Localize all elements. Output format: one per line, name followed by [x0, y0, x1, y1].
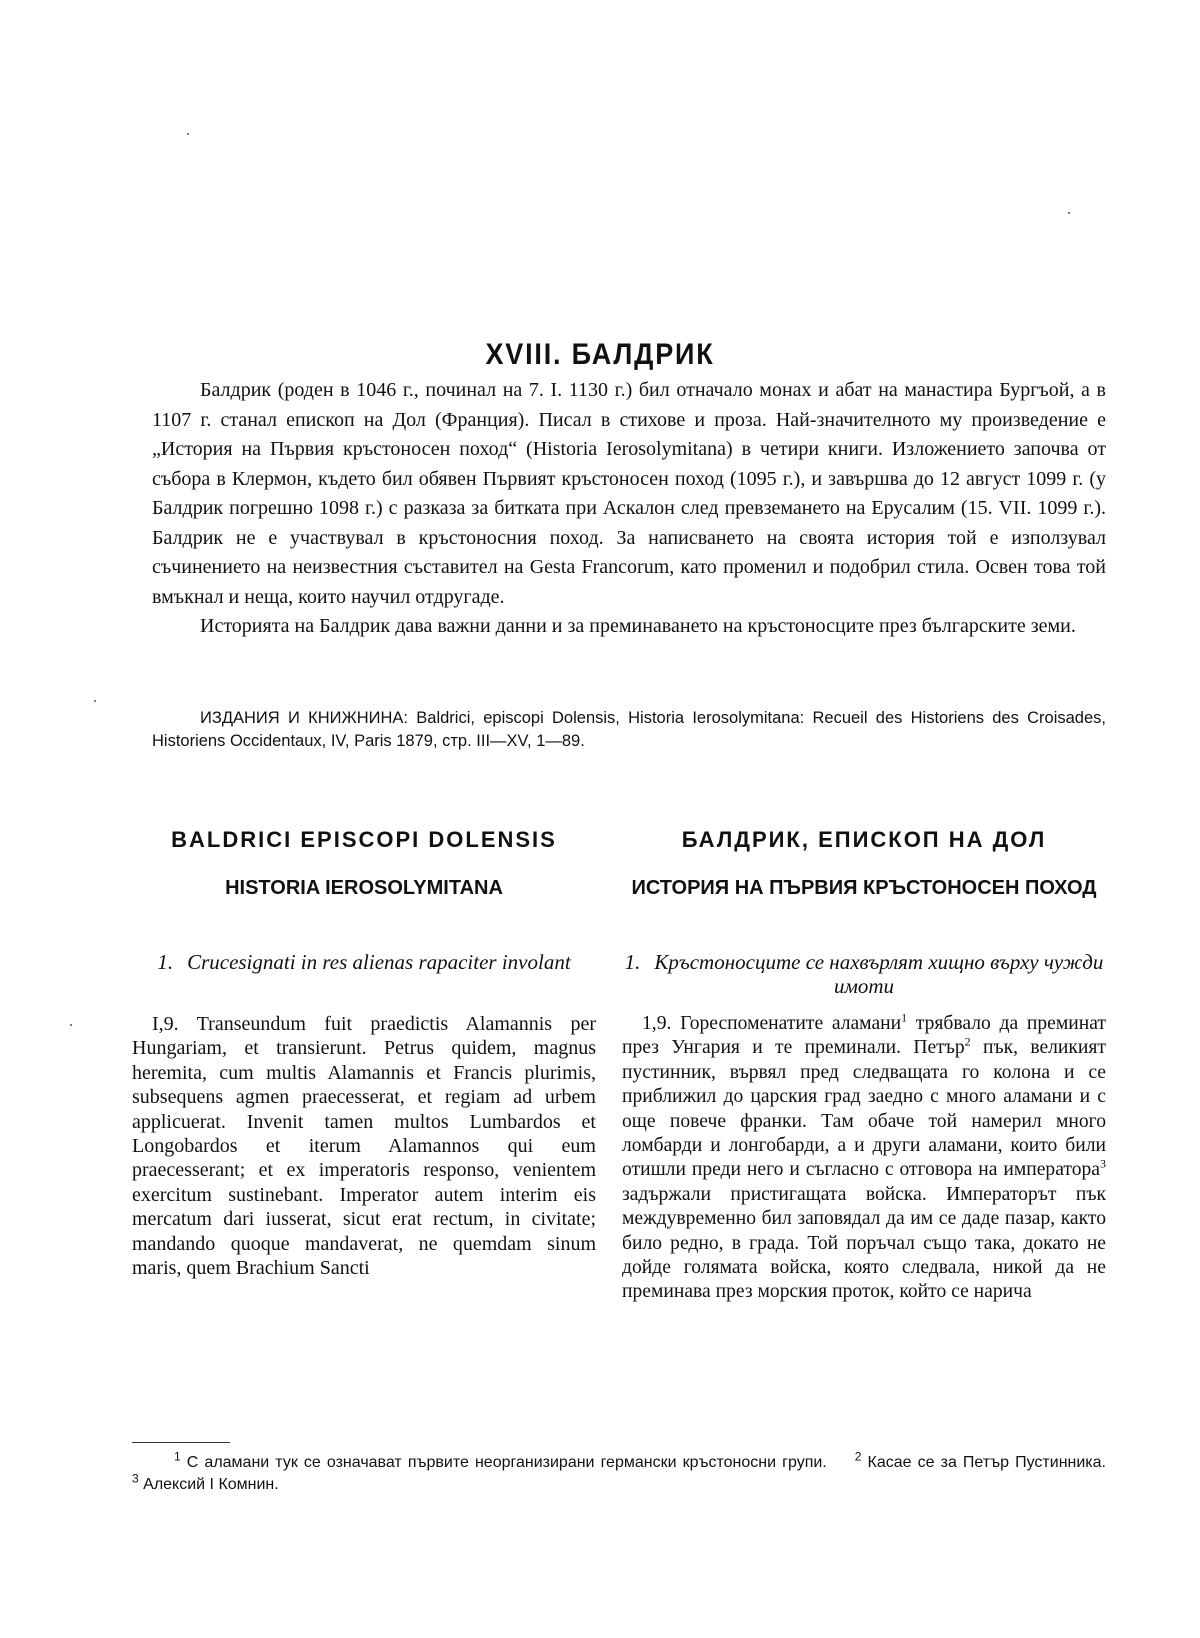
latin-column-title: BALDRICI EPISCOPI DOLENSIS — [171, 827, 557, 852]
latin-section-heading — [132, 950, 596, 974]
scan-speck — [187, 133, 189, 135]
footnote-ref-3[interactable]: 3 — [1100, 1156, 1106, 1171]
intro-paragraph: Историята на Балдрик дава важни данни и за преминаването на кръстоносците през българските земи. — [200, 615, 1076, 637]
body-text-span: трябвало да преминат през Унгария и те преминали. Петър — [622, 1013, 1106, 1059]
bibliography-entry — [152, 707, 1106, 753]
bulgarian-body-text — [622, 1012, 1106, 1305]
footnote-marker: 3 — [132, 1471, 139, 1486]
bulgarian-column — [622, 820, 1106, 1303]
latin-column-subtitle: HISTORIA IEROSOLYMITANA — [225, 877, 503, 899]
bibliography — [152, 707, 1106, 753]
footnote-marker: 2 — [854, 1449, 862, 1464]
latin-body-text: I,9. Transeundum fuit praedictis Alamannis per Hungariam, et transierunt. Petrus quidem, magnus heremita, cum multis Alamannis et Francis plurimis, subsequens agmen praecesserat, et regiam ad urbem applicuerat. Invenit tamen multos Lumbardos et Longobardos et iterum Alamannos qui eum praecesserant; et ex imperatoris responso, venientem exercitum sustinebant. Imperator autem interim eis mercatum dari iusserat, sicut erat rectum, in civitate; mandando quoque mandaverat, ne quemdam sinum maris, quem Brachium Sancti — [132, 1013, 596, 1280]
chapter-title: XVIII. БАЛДРИК — [485, 338, 715, 372]
intro-section — [152, 376, 1106, 642]
footnote-block — [104, 1449, 1106, 1496]
body-text-span: задържали пристигащата войска. Императорът пък междувременно бил заповядал да им се даде пазар, както било редно, в града. Той поръчал също така, докато не дойде голямата войска, която следвала, никой да не преминава през морския проток, който се нарича — [622, 1183, 1106, 1303]
footnote-ref-2[interactable]: 2 — [964, 1034, 971, 1049]
scan-speck — [1068, 212, 1070, 214]
scan-speck — [70, 1024, 72, 1026]
footnote-marker: 1 — [174, 1449, 181, 1464]
footnote-1: С аламани тук се означават първите неорганизирани германски кръстоносни групи. — [186, 1454, 827, 1471]
section-heading-text: Кръстоносците се нахвърлят хищно върху чужди имоти — [654, 950, 1104, 998]
section-number: 1. — [157, 950, 174, 974]
body-text-span: пък, великият пустинник, вървял пред следващата го колона и се приближил до царския град заедно с много аламани и с още повече франки. Там обаче той намерил много ломбарди и лонгобарди, а и други аламани, които били отишли преди него и съгласно с отговора на императора — [622, 1037, 1106, 1181]
bulgarian-column-subtitle: ИСТОРИЯ НА ПЪРВИЯ КРЪСТОНОСЕН ПОХОД — [631, 877, 1097, 899]
footnotes — [104, 1449, 1106, 1496]
body-text-span: 1,9. Гореспоменатите аламани — [642, 1013, 902, 1034]
footnote-3: Алексий I Комнин. — [143, 1476, 279, 1493]
footnote-ref-1[interactable]: 1 — [901, 1010, 908, 1025]
bulgarian-column-title: БАЛДРИК, ЕПИСКОП НА ДОЛ — [681, 827, 1047, 852]
section-heading-text: Crucesignati in res alienas rapaciter involant — [187, 950, 571, 974]
latin-column — [132, 820, 596, 1280]
footnote-2: Касае се за Петър Пустинника. — [867, 1454, 1106, 1471]
section-number: 1. — [624, 950, 641, 974]
intro-paragraph: Балдрик (роден в 1046 г., починал на 7. I. 1130 г.) бил отначало монах и абат на манастира Бургъой, а в 1107 г. станал епископ на Дол (Франция). Писал в стихове и проза. Най-значителното му произведение е „История на Първия кръстоносен поход“ (Historia Ierosolymitana) в четири книги. Изложението започва от събора в Клермон, където бил обявен Първият кръстоносен поход (1095 г.), и завършва до 12 август 1099 г. (у Балдрик погрешно 1098 г.) с разказа за битката при Аскалон след превземането на Ерусалим (15. VII. 1099 г.). Балдрик не е участвувал в кръстоносния поход. За написването на своята история той е използувал съчинението на неизвестния съставител на Gesta Francorum, като променил и подобрил стила. Освен това той вмъкнал и неща, които научил отдругаде. — [152, 379, 1106, 608]
bibliography-label: ИЗДАНИЯ И КНИЖНИНА: — [200, 709, 408, 727]
scan-speck — [94, 700, 96, 702]
bulgarian-section-heading — [622, 950, 1106, 998]
footnote-divider — [132, 1442, 230, 1443]
bibliography-text: Baldrici, episcopi Dolensis, Historia Ierosolymitana: Recueil des Historiens des Croisades, Historiens Occidentaux, IV, Paris 1879, стр. III—XV, 1—89. — [152, 709, 1106, 750]
